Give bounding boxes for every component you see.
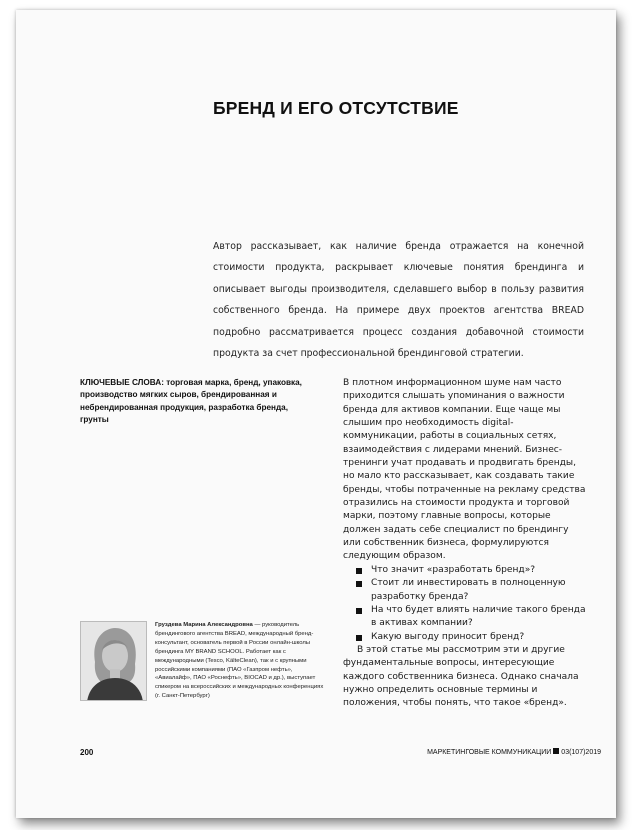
article-body: [343, 377, 587, 711]
questions-list: [343, 564, 587, 644]
question-text: На что будет влиять наличие такого бренда в активах компании?: [371, 604, 586, 629]
keywords-text: торговая марка, бренд, упаковка, производство мягких сыров, брендированная и небрендированная продукция, разработка бренда, грунты: [80, 378, 302, 424]
journal-footer: [427, 748, 601, 756]
question-text: Стоит ли инвестировать в полноценную разработку бренда?: [371, 578, 566, 602]
question-item: [343, 577, 587, 604]
square-separator-icon: [553, 748, 559, 754]
article-title: БРЕНД И ЕГО ОТСУТСТВИЕ: [213, 98, 459, 118]
question-item: [343, 631, 587, 644]
question-text: Какую выгоду приносит бренд?: [371, 631, 525, 642]
author-portrait-icon: [81, 622, 147, 701]
author-description: — руководитель брендингового агентства BREAD, международный бренд-консультант, основатель первой в России онлайн-школы брендинга MY BRAND SCHOOL. Работает как с международными (Tesco, KälteClean), так и с крупными российскими компаниями (ПАО «Газпром нефть», «Авиалайф», ПАО «Роснефть», BIOCAD и др.), выступает спикером на всероссийских и международных конференциях (г. Санкт-Петербург): [155, 622, 324, 700]
square-bullet-icon: [356, 635, 362, 641]
author-bio: [155, 621, 325, 701]
body-intro-paragraph: В плотном информационном шуме нам часто приходится слышать упоминания о важности бренда для активов компании. Еще чаще мы слышим про необходимость digital-коммуникации, работы в социальных сетях, взаимодействия с лидерами мнений. Бизнес-тренинги учат продавать и продвигать бренды, но мало кто рассказывает, как создавать такие бренды, чтобы потраченные на рекламу средства отразились на стоимости продукта и торговой марки, поэтому главные вопросы, которые должен задать себе специалист по брендингу или собственник бизнеса, формулируются следующим образом.: [343, 378, 586, 562]
square-bullet-icon: [356, 581, 362, 587]
keywords-block: [80, 377, 318, 426]
page-number: 200: [80, 748, 94, 757]
question-item: [343, 564, 587, 577]
body-outro-paragraph: В этой статье мы рассмотрим эти и другие фундаментальные вопросы, интересующие каждого собственника бизнеса. Однако сначала нужно определить основные термины и положения, чтобы понять, что такое «бренд».: [343, 644, 579, 709]
question-text: Что значит «разработать бренд»?: [371, 564, 536, 575]
square-bullet-icon: [356, 608, 362, 614]
question-item: [343, 604, 587, 631]
journal-name: МАРКЕТИНГОВЫЕ КОММУНИКАЦИИ: [427, 749, 552, 756]
square-bullet-icon: [356, 568, 362, 574]
journal-issue: 03(107)2019: [561, 749, 601, 756]
author-name: Груздева Марина Александровна: [155, 622, 253, 628]
article-abstract: Автор рассказывает, как наличие бренда отражается на конечной стоимости продукта, раскрывает ключевые понятия брендинга и описывает выгоды производителя, сделавшего выбор в пользу развития собственного бренда. На примере двух проектов агентства BREAD подробно рассматривается процесс создания добавочной стоимости продукта за счет профессиональной брендинговой стратегии.: [213, 241, 584, 360]
author-photo: [80, 621, 147, 701]
keywords-label: КЛЮЧЕВЫЕ СЛОВА:: [80, 378, 164, 387]
